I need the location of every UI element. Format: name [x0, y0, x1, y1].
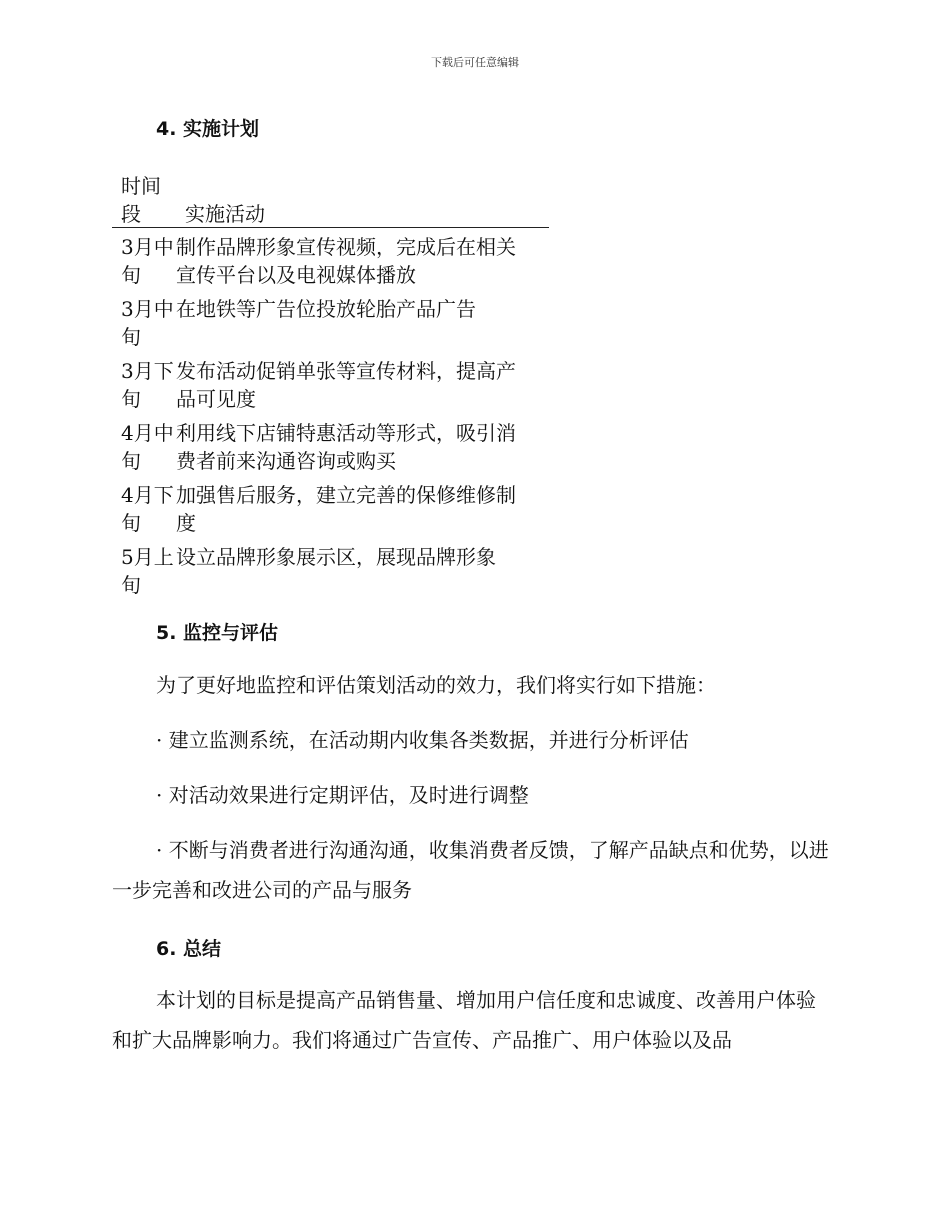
table-cell-activity: 设立品牌形象展示区，展现品牌形象: [176, 545, 496, 569]
table-header-period: 时间段: [121, 174, 161, 226]
table-cell-period: 4月下旬: [121, 483, 174, 535]
table-row: [112, 357, 549, 413]
table-row: [112, 233, 549, 289]
table-cell-activity: 制作品牌形象宣传视频，完成后在相关宣传平台以及电视媒体播放: [176, 235, 516, 287]
monitor-item: · 对活动效果进行定期评估，及时进行调整: [156, 783, 529, 807]
table-cell-activity: 利用线下店铺特惠活动等形式，吸引消费者前来沟通咨询或购买: [176, 421, 516, 473]
section-title-summary: 6. 总结: [156, 938, 222, 960]
table-cell-activity: 加强售后服务，建立完善的保修维修制度: [176, 483, 516, 535]
table-cell-period: 3月下旬: [121, 359, 174, 411]
table-cell-period: 4月中旬: [121, 421, 174, 473]
table-cell-period: 3月中旬: [121, 297, 174, 349]
table-header-row: [112, 170, 549, 228]
table-row: [112, 543, 549, 599]
monitor-intro: 为了更好地监控和评估策划活动的效力，我们将实行如下措施：: [156, 673, 716, 697]
table-row: [112, 295, 549, 351]
summary-paragraph: 本计划的目标是提高产品销售量、增加用户信任度和忠诚度、改善用户体验和扩大品牌影响力。我们将通过广告宣传、产品推广、用户体验以及品: [112, 988, 816, 1052]
monitor-item: · 建立监测系统，在活动期内收集各类数据，并进行分析评估: [156, 728, 689, 752]
table-cell-activity: 发布活动促销单张等宣传材料，提高产品可见度: [176, 359, 516, 411]
plan-table: [112, 170, 549, 599]
section-title-plan: 4. 实施计划: [156, 118, 260, 140]
table-row: [112, 419, 549, 475]
monitor-item: · 不断与消费者进行沟通沟通，收集消费者反馈，了解产品缺点和优势，以进一步完善和改进公司的产品与服务: [112, 838, 829, 902]
table-header-activity: 实施活动: [185, 202, 265, 226]
table-row: [112, 481, 549, 537]
page-header: 下载后可任意编辑: [431, 56, 519, 69]
table-cell-activity: 在地铁等广告位投放轮胎产品广告: [176, 297, 476, 321]
section-title-monitor: 5. 监控与评估: [156, 622, 279, 644]
table-cell-period: 5月上旬: [121, 545, 174, 597]
table-cell-period: 3月中旬: [121, 235, 174, 287]
